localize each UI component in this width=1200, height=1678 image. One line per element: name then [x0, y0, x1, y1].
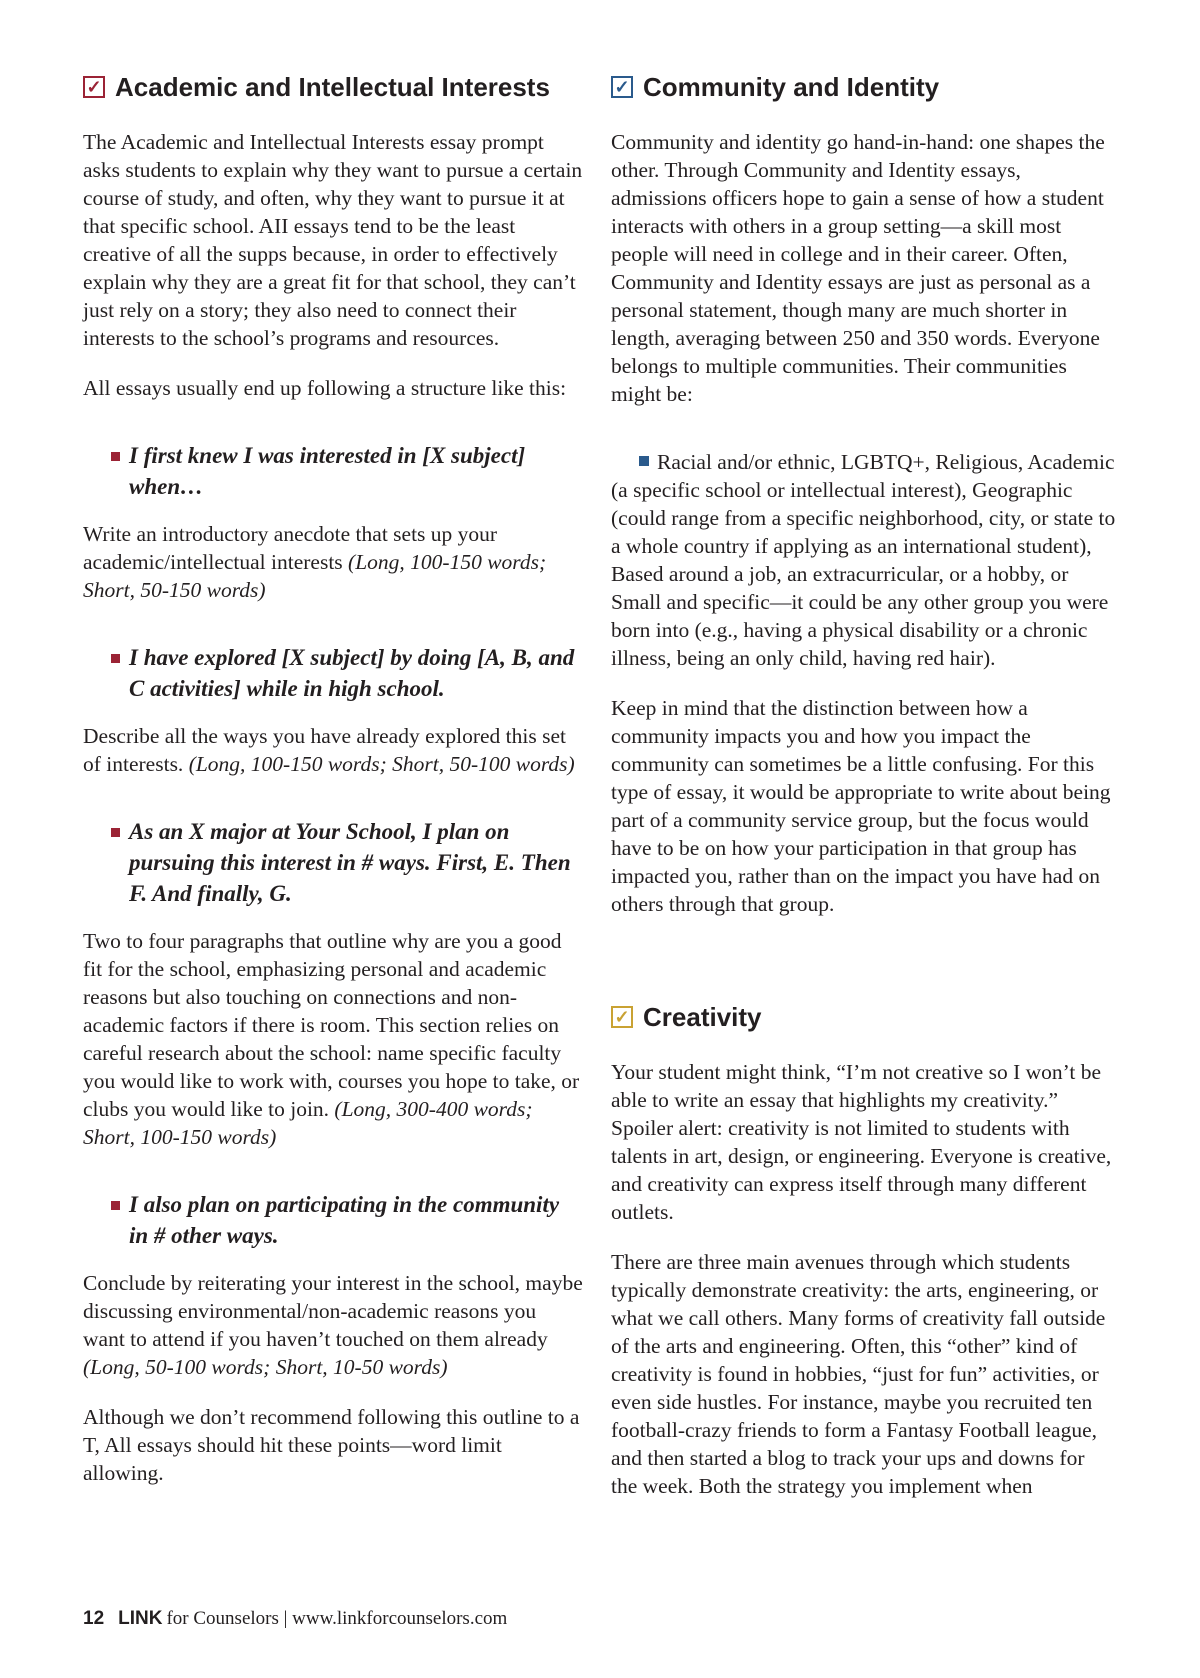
- footer-link[interactable]: for Counselors | www.linkforcounselors.com: [166, 1608, 508, 1629]
- bullet-text: I also plan on participating in the community in # other ways.: [129, 1192, 560, 1248]
- page-number: 12: [83, 1608, 105, 1629]
- bullet-4-description: [83, 1269, 583, 1381]
- heading-text: Community and Identity: [643, 72, 940, 102]
- heading-text: Creativity: [643, 1002, 762, 1032]
- bullet-text: As an X major at Your School, I plan on pursuing this interest in # ways. First, E. Then F. And finally, G.: [129, 819, 571, 906]
- community-paragraph-1: Community and identity go hand-in-hand: one shapes the other. Through Community and Identity essays, admissions officers hope to gain a sense of how a student interacts with others in a group setting—a skill most people will need in college and in their career. Often, Community and Identity essays are just as personal as a personal statement, though many are much shorter in length, averaging between 250 and 350 words. Everyone belongs to multiple communities. Their communities might be:: [611, 130, 1105, 406]
- word-count: (Long, 50-100 words; Short, 10-50 words): [83, 1355, 448, 1379]
- section-heading-community: [611, 72, 1116, 102]
- creativity-paragraph-1: Your student might think, “I’m not creative so I won’t be able to write an essay that highlights my creativity.” Spoiler alert: creativity is not limited to students with talents in art, design, or engineering. Everyone is creative, and creativity can express itself through many different outlets.: [611, 1060, 1112, 1224]
- structure-bullet-1: [111, 440, 583, 502]
- bullet-1-description: [83, 520, 583, 604]
- section-heading-academic: [83, 72, 583, 102]
- creativity-paragraph-2: There are three main avenues through which students typically demonstrate creativity: the arts, engineering, or what we call others. Many forms of creativity fall outside of the arts and engineering. Often, this “other” kind of creativity is found in hobbies, “just for fun” activities, or even side hustles. For instance, maybe you recruited ten football-crazy friends to form a Fantasy Football league, and then started a blog to track your ups and downs for the week. Both the strategy you implement when: [611, 1250, 1106, 1498]
- section-spacer: [611, 940, 1116, 1002]
- structure-bullet-3: [111, 816, 583, 909]
- section-heading-creativity: [611, 1002, 1116, 1032]
- checkbox-icon: ✓: [83, 76, 105, 98]
- structure-bullet-2: [111, 642, 583, 704]
- community-bullet: [611, 448, 1116, 672]
- bullet-3-description: [83, 927, 583, 1151]
- community-paragraph-2: Keep in mind that the distinction between how a community impacts you and how you impact the community can sometimes be a little confusing. For this type of essay, it would be appropriate to write about being part of a community service group, but the focus would have to be on how your participation in that group has impacted you, rather than on the impact you have had on others through that group.: [611, 696, 1111, 916]
- square-bullet-icon: [639, 456, 649, 466]
- heading-text: Academic and Intellectual Interests: [115, 72, 550, 102]
- desc-text: Write an introductory anecdote that sets up your academic/intellectual interests: [83, 522, 498, 574]
- page-footer: [83, 1608, 507, 1630]
- bullet-text: Racial and/or ethnic, LGBTQ+, Religious, Academic (a specific school or intellectual interest), Geographic (could range from a specific neighborhood, city, or state to a whole country if applying as an international student), Based around a job, an extracurricular, or a hobby, or Small and specific—it could be any other group you were born into (e.g., having a physical disability or a chronic illness, being an only child, having red hair).: [611, 450, 1116, 670]
- square-bullet-icon: [111, 452, 120, 461]
- intro-paragraph: The Academic and Intellectual Interests essay prompt asks students to explain why they want to pursue a certain course of study, and often, why they want to pursue it at that specific school. AII essays tend to be the least creative of all the supps because, in order to effectively explain why they are a great fit for that school, they can’t just rely on a story; they also need to connect their interests to the school’s programs and resources.: [83, 130, 583, 350]
- word-count: (Long, 300-400 words; Short, 100-150 words): [83, 1097, 533, 1149]
- bullet-text: I have explored [X subject] by doing [A, B, and C activities] while in high school.: [129, 645, 575, 701]
- left-column: [83, 72, 583, 1509]
- closing-paragraph: Although we don’t recommend following this outline to a T, All essays should hit these points—word limit allowing.: [83, 1405, 580, 1485]
- square-bullet-icon: [111, 828, 120, 837]
- square-bullet-icon: [111, 654, 120, 663]
- square-bullet-icon: [111, 1201, 120, 1210]
- desc-text: Two to four paragraphs that outline why are you a good fit for the school, emphasizing personal and academic reasons but also touching on connections and non-academic factors if there is room. This section relies on careful research about the school: name specific faculty you would like to work with, courses you hope to take, or clubs you would like to join.: [83, 929, 580, 1121]
- word-count: (Long, 100-150 words; Short, 50-150 words): [83, 550, 547, 602]
- right-column: [611, 72, 1116, 1522]
- checkbox-icon: ✓: [611, 76, 633, 98]
- bullet-text: I first knew I was interested in [X subject] when…: [129, 443, 526, 499]
- bullet-2-description: [83, 722, 583, 778]
- word-count: (Long, 100-150 words; Short, 50-100 words): [188, 752, 575, 776]
- structure-lead: All essays usually end up following a structure like this:: [83, 376, 567, 400]
- desc-text: Describe all the ways you have already explored this set of interests.: [83, 724, 566, 776]
- structure-bullet-4: [111, 1189, 583, 1251]
- desc-text: Conclude by reiterating your interest in the school, maybe discussing environmental/non-academic reasons you want to attend if you haven’t touched on them already: [83, 1271, 583, 1351]
- checkbox-icon: ✓: [611, 1006, 633, 1028]
- footer-brand: LINK: [118, 1608, 163, 1629]
